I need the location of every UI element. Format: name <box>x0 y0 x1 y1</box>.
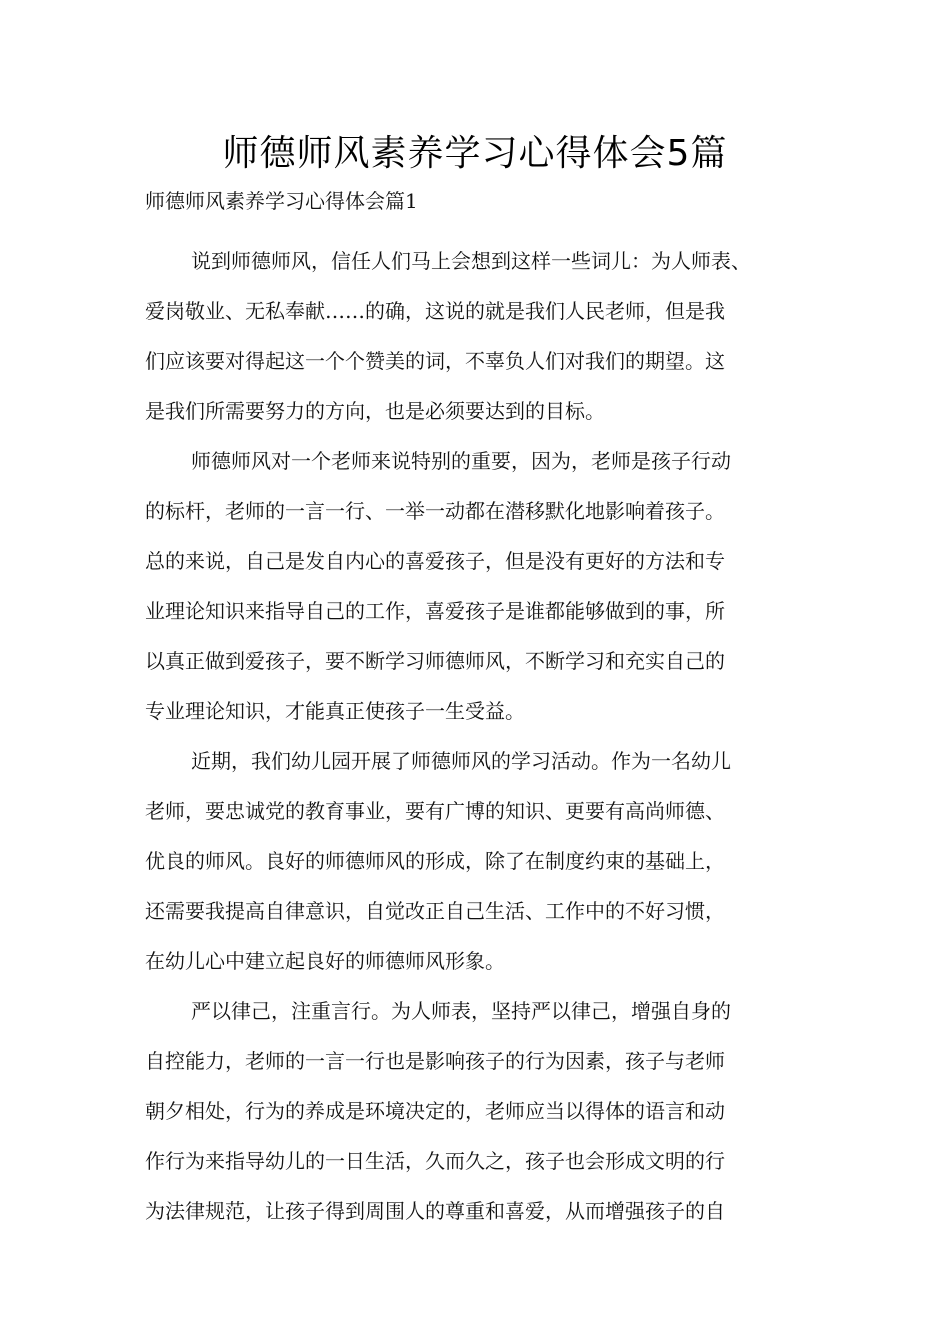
text-line: 是我们所需要努力的方向，也是必须要达到的目标。 <box>145 399 605 423</box>
text-line: 爱岗敬业、无私奉献……的确，这说的就是我们人民老师，但是我 <box>145 299 725 323</box>
text-line: 优良的师风。良好的师德师风的形成，除了在制度约束的基础上， <box>145 849 725 873</box>
text-line: 们应该要对得起这一个个赞美的词，不辜负人们对我们的期望。这 <box>145 349 725 373</box>
paragraph-1 <box>145 236 825 436</box>
text-line: 严以律己，注重言行。为人师表，坚持严以律己，增强自身的 <box>191 999 731 1023</box>
text-line: 作行为来指导幼儿的一日生活，久而久之，孩子也会形成文明的行 <box>145 1149 725 1173</box>
text-line: 自控能力，老师的一言一行也是影响孩子的行为因素，孩子与老师 <box>145 1049 725 1073</box>
text-line: 朝夕相处，行为的养成是环境决定的，老师应当以得体的语言和动 <box>145 1099 725 1123</box>
text-line: 业理论知识来指导自己的工作，喜爱孩子是谁都能够做到的事，所 <box>145 599 725 623</box>
paragraph-4 <box>145 986 825 1236</box>
text-line: 在幼儿心中建立起良好的师德师风形象。 <box>145 949 505 973</box>
section-heading: 师德师风素养学习心得体会篇1 <box>145 189 418 213</box>
text-line: 近期，我们幼儿园开展了师德师风的学习活动。作为一名幼儿 <box>191 749 731 773</box>
document-title: 师德师风素养学习心得体会5篇 <box>222 133 728 174</box>
text-line: 为法律规范，让孩子得到周围人的尊重和喜爱，从而增强孩子的自 <box>145 1199 725 1223</box>
text-line: 专业理论知识，才能真正使孩子一生受益。 <box>145 699 525 723</box>
text-line: 以真正做到爱孩子，要不断学习师德师风，不断学习和充实自己的 <box>145 649 725 673</box>
text-line: 的标杆，老师的一言一行、一举一动都在潜移默化地影响着孩子。 <box>145 499 725 523</box>
document-body <box>145 236 825 1236</box>
text-line: 说到师德师风，信任人们马上会想到这样一些词儿：为人师表、 <box>191 249 751 273</box>
paragraph-2 <box>145 436 825 736</box>
text-line: 师德师风对一个老师来说特别的重要，因为，老师是孩子行动 <box>191 449 731 473</box>
paragraph-3 <box>145 736 825 986</box>
text-line: 总的来说，自己是发自内心的喜爱孩子，但是没有更好的方法和专 <box>145 549 725 573</box>
text-line: 还需要我提高自律意识，自觉改正自己生活、工作中的不好习惯， <box>145 899 725 923</box>
text-line: 老师，要忠诚党的教育事业，要有广博的知识、更要有高尚师德、 <box>145 799 725 823</box>
